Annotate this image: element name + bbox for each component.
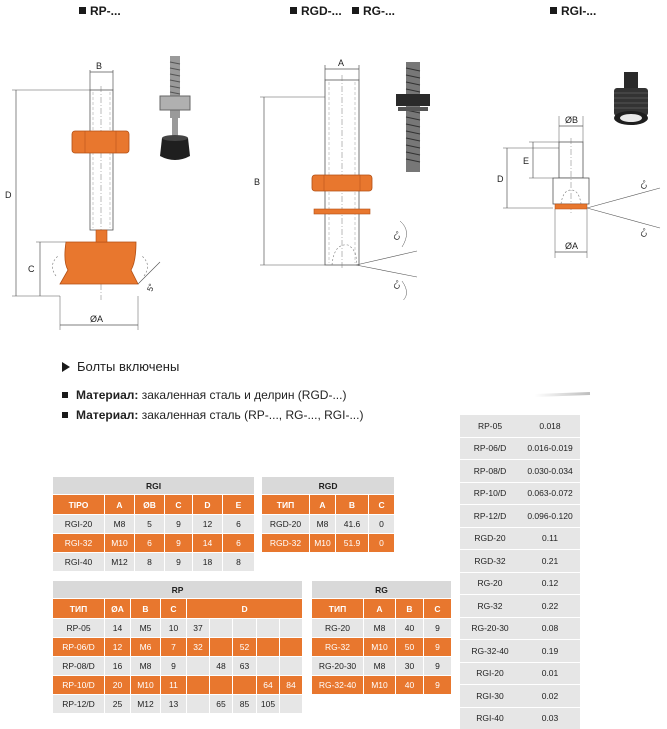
table-cell: 0.016-0.019	[520, 437, 580, 460]
table-cell	[210, 619, 233, 638]
table-row	[312, 657, 452, 676]
table-row	[312, 619, 452, 638]
table-cell: RG-32	[312, 638, 364, 657]
table-cell: M12	[131, 695, 161, 714]
rgi-dim-b: ØB	[565, 115, 579, 125]
table-cell: 48	[210, 657, 233, 676]
table-row	[53, 676, 303, 695]
table-cell: 6	[135, 534, 165, 553]
rgd-angle-bottom: C°	[391, 278, 404, 291]
table-header: B	[336, 495, 369, 515]
table-cell: 64	[257, 676, 280, 695]
table-cell: RGI-40	[53, 553, 105, 572]
rp-dim-d: D	[5, 190, 12, 200]
table-cell: 9	[424, 619, 452, 638]
table-cell	[233, 676, 257, 695]
table-cell: 30	[396, 657, 424, 676]
table-cell: RP-06/D	[53, 638, 105, 657]
table-cell: RG-20-30	[312, 657, 364, 676]
rgi-dim-a: ØA	[565, 241, 579, 251]
table-cell: M10	[364, 638, 396, 657]
table-header: C	[369, 495, 395, 515]
table-cell: 37	[187, 619, 210, 638]
table-row	[53, 695, 303, 714]
table-cell: 0.030-0.034	[520, 460, 580, 483]
table-row	[262, 515, 395, 534]
table-header: C	[165, 495, 193, 515]
table-cell: RGI-40	[460, 707, 520, 729]
table-cell: 0.096-0.120	[520, 505, 580, 528]
rp-dim-a: ØA	[90, 314, 104, 324]
table-cell: RGI-20	[460, 662, 520, 685]
table-cell: 9	[424, 638, 452, 657]
table-cell: 9	[424, 676, 452, 695]
table-row	[460, 415, 580, 438]
table-cell: 84	[280, 676, 303, 695]
rgi-table	[52, 476, 255, 572]
table-cell: 0.02	[520, 685, 580, 708]
header-rg: RG-...	[352, 4, 395, 18]
rgi-dim-e: E	[523, 156, 530, 166]
table-cell: 16	[105, 657, 131, 676]
material-note-1: Материал: закаленная сталь и делрин (RGD-...)	[62, 388, 346, 402]
table-row	[460, 482, 580, 505]
rg-table	[311, 580, 452, 695]
table-row	[460, 572, 580, 595]
table-cell: RGI-20	[53, 515, 105, 534]
table-cell: 7	[161, 638, 187, 657]
table-cell: RG-32-40	[312, 676, 364, 695]
table-cell: RP-06/D	[460, 437, 520, 460]
table-row	[460, 527, 580, 550]
table-row	[460, 617, 580, 640]
table-row	[53, 515, 255, 534]
table-cell: RP-08/D	[460, 460, 520, 483]
table-cell	[280, 619, 303, 638]
table-cell: 18	[193, 553, 223, 572]
bolts-included-note: Болты включены	[62, 359, 179, 374]
table-header: D	[187, 599, 303, 619]
table-cell: RG-20-30	[460, 617, 520, 640]
rgi-table-title: RGI	[53, 477, 255, 495]
table-cell: 8	[223, 553, 255, 572]
table-cell	[187, 695, 210, 714]
table-cell: RP-05	[460, 415, 520, 438]
decorative-stroke	[535, 392, 590, 397]
table-row	[460, 437, 580, 460]
table-row	[460, 550, 580, 573]
table-cell: RP-10/D	[53, 676, 105, 695]
table-cell: M5	[131, 619, 161, 638]
table-cell: 9	[165, 553, 193, 572]
table-cell: 0.063-0.072	[520, 482, 580, 505]
table-cell: M8	[131, 657, 161, 676]
table-cell: M8	[310, 515, 336, 534]
table-cell: 0	[369, 515, 395, 534]
table-header: ТИП	[53, 599, 105, 619]
header-rgi: RGI-...	[550, 4, 596, 18]
table-cell: 52	[233, 638, 257, 657]
table-header: B	[396, 599, 424, 619]
table-header: C	[424, 599, 452, 619]
rgd-dim-b: B	[254, 177, 261, 187]
table-cell: 41.6	[336, 515, 369, 534]
table-cell: RG-32	[460, 595, 520, 618]
table-cell: 20	[105, 676, 131, 695]
rgi-angle-bottom: C°	[638, 226, 651, 239]
rgi-photo-image	[606, 68, 656, 134]
table-row	[262, 534, 395, 553]
table-header: A	[364, 599, 396, 619]
table-cell: RGI-30	[460, 685, 520, 708]
rp-table	[52, 580, 303, 714]
table-cell: 12	[105, 638, 131, 657]
rp-dim-c: C	[28, 264, 35, 274]
rgd-angle-top: C°	[391, 229, 404, 242]
rgd-table-title: RGD	[262, 477, 395, 495]
table-cell: 65	[210, 695, 233, 714]
header-square-icon	[550, 7, 557, 14]
square-bullet-icon	[62, 412, 68, 418]
table-row	[53, 638, 303, 657]
rp-table-title: RP	[53, 581, 303, 599]
table-cell: 50	[396, 638, 424, 657]
table-row	[460, 595, 580, 618]
table-cell: RGD-20	[262, 515, 310, 534]
table-cell	[280, 657, 303, 676]
table-cell: M10	[310, 534, 336, 553]
table-cell	[257, 638, 280, 657]
table-header: D	[193, 495, 223, 515]
table-cell: RGD-32	[262, 534, 310, 553]
table-cell: 51.9	[336, 534, 369, 553]
triangle-bullet-icon	[62, 362, 70, 372]
table-row	[460, 707, 580, 729]
table-cell: 12	[193, 515, 223, 534]
table-cell: RGI-32	[53, 534, 105, 553]
table-cell: 0.03	[520, 707, 580, 729]
table-cell: 0.22	[520, 595, 580, 618]
rgi-dim-d: D	[497, 174, 504, 184]
table-cell: RP-05	[53, 619, 105, 638]
header-square-icon	[79, 7, 86, 14]
table-row	[312, 676, 452, 695]
table-cell: M12	[105, 553, 135, 572]
table-cell: M8	[105, 515, 135, 534]
table-cell: 40	[396, 676, 424, 695]
table-cell: 13	[161, 695, 187, 714]
rp-photo-image	[152, 54, 198, 174]
table-cell	[210, 638, 233, 657]
table-cell: 40	[396, 619, 424, 638]
table-header: ØB	[135, 495, 165, 515]
table-cell	[233, 619, 257, 638]
table-cell: 14	[193, 534, 223, 553]
header-square-icon	[290, 7, 297, 14]
table-row	[460, 640, 580, 663]
table-header: B	[131, 599, 161, 619]
table-cell: 25	[105, 695, 131, 714]
table-header: E	[223, 495, 255, 515]
table-header: C	[161, 599, 187, 619]
table-row	[53, 657, 303, 676]
table-cell: M10	[105, 534, 135, 553]
table-row	[53, 534, 255, 553]
table-cell: RP-12/D	[53, 695, 105, 714]
table-cell: M10	[131, 676, 161, 695]
rgd-dim-a: A	[338, 58, 345, 68]
table-cell: 5	[135, 515, 165, 534]
table-row	[460, 505, 580, 528]
header-rgd: RGD-...	[290, 4, 342, 18]
table-cell	[187, 657, 210, 676]
table-cell: 0.19	[520, 640, 580, 663]
rp-dim-b: B	[96, 61, 103, 71]
table-cell: 0.08	[520, 617, 580, 640]
table-cell: RP-10/D	[460, 482, 520, 505]
table-cell	[280, 638, 303, 657]
table-row	[460, 685, 580, 708]
rgd-photo-image	[392, 58, 434, 176]
table-row	[53, 553, 255, 572]
table-cell: RG-20	[460, 572, 520, 595]
weights-table	[460, 414, 580, 729]
table-cell: 6	[223, 534, 255, 553]
table-cell: 14	[105, 619, 131, 638]
table-cell: 105	[257, 695, 280, 714]
table-cell: 9	[165, 515, 193, 534]
rgi-drawing	[495, 112, 665, 262]
header-square-icon	[352, 7, 359, 14]
table-row	[460, 662, 580, 685]
table-cell	[257, 619, 280, 638]
table-cell: 0.12	[520, 572, 580, 595]
table-cell: RGD-32	[460, 550, 520, 573]
table-cell: 0.21	[520, 550, 580, 573]
rp-angle: 5°	[145, 282, 157, 293]
table-cell	[210, 676, 233, 695]
table-cell: 85	[233, 695, 257, 714]
rgd-table	[261, 476, 395, 553]
table-cell: 9	[165, 534, 193, 553]
table-cell: 10	[161, 619, 187, 638]
table-cell: RG-20	[312, 619, 364, 638]
table-cell: 8	[135, 553, 165, 572]
table-header: TIPO	[53, 495, 105, 515]
table-cell: M10	[364, 676, 396, 695]
table-row	[460, 460, 580, 483]
table-cell: 9	[424, 657, 452, 676]
table-cell: M6	[131, 638, 161, 657]
material-note-2: Материал: закаленная сталь (RP-..., RG-..., RGI-...)	[62, 408, 363, 422]
header-rp: RP-...	[79, 4, 121, 18]
table-cell: 0	[369, 534, 395, 553]
table-cell: M8	[364, 657, 396, 676]
table-row	[312, 638, 452, 657]
table-cell	[280, 695, 303, 714]
table-header: A	[310, 495, 336, 515]
table-cell: 32	[187, 638, 210, 657]
table-cell: RP-12/D	[460, 505, 520, 528]
table-cell: 0.11	[520, 527, 580, 550]
table-cell	[257, 657, 280, 676]
table-cell: 0.01	[520, 662, 580, 685]
rgi-angle-top: C°	[638, 178, 651, 191]
table-row	[53, 619, 303, 638]
table-cell: RGD-20	[460, 527, 520, 550]
square-bullet-icon	[62, 392, 68, 398]
table-header: A	[105, 495, 135, 515]
table-cell: RP-08/D	[53, 657, 105, 676]
table-cell: RG-32-40	[460, 640, 520, 663]
table-cell	[187, 676, 210, 695]
table-cell: 9	[161, 657, 187, 676]
table-header: ØA	[105, 599, 131, 619]
table-cell: 63	[233, 657, 257, 676]
table-cell: 0.018	[520, 415, 580, 438]
table-cell: 11	[161, 676, 187, 695]
table-header: ТИП	[312, 599, 364, 619]
table-cell: M8	[364, 619, 396, 638]
rg-table-title: RG	[312, 581, 452, 599]
table-cell: 6	[223, 515, 255, 534]
table-header: ТИП	[262, 495, 310, 515]
